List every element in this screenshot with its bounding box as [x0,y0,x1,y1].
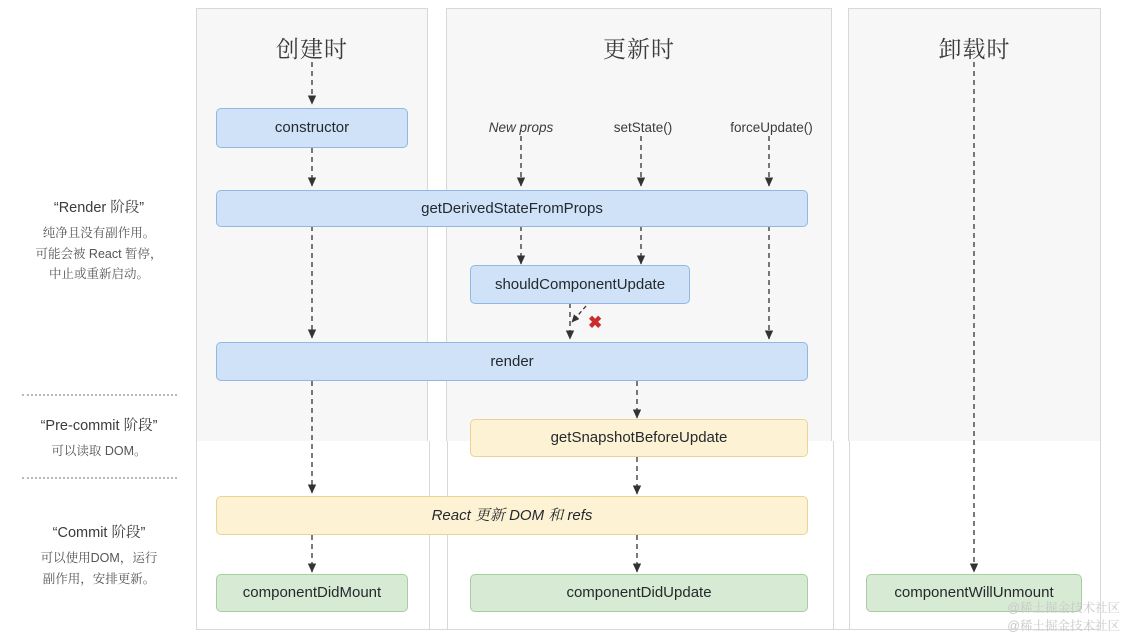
column-title-mount: 创建时 [276,36,348,62]
node-get-snapshot-before-update[interactable]: getSnapshotBeforeUpdate [470,419,808,457]
phase-render-desc-line-1: 纯净且没有副作用。 [42,226,156,240]
trigger-force-update: forceUpdate() [730,120,813,135]
band-divider-1 [429,441,430,629]
phase-commit-desc [10,548,188,589]
node-component-will-unmount[interactable]: componentWillUnmount [866,574,1082,612]
skip-cross-icon: ✖ [588,313,603,332]
band-divider-4 [849,441,850,629]
trigger-new-props: New props [488,120,554,135]
phase-pre-commit [10,414,188,462]
phase-render-title: “Render 阶段” [53,200,145,216]
watermark-line-1: @稀土掘金技术社区 [1007,601,1120,615]
phase-commit [10,521,188,589]
phase-commit-desc-line-2: 副作用，安排更新。 [42,571,156,586]
node-react-updates-dom[interactable]: React 更新 DOM 和 refs [216,496,808,535]
phase-pre-commit-desc-line-1: 可以读取 DOM。 [51,444,147,458]
trigger-set-state: setState() [613,120,673,135]
phase-render [10,196,188,285]
phase-commit-desc-line-1: 可以使用DOM，运行 [40,551,158,565]
node-render[interactable]: render [216,342,808,381]
watermark-line-2: @稀土掘金技术社区 [1007,619,1120,633]
node-constructor[interactable]: constructor [216,108,408,148]
band-divider-2 [447,441,448,629]
column-title-unmount: 卸载时 [938,36,1011,62]
column-title-update: 更新时 [603,36,675,62]
phase-separator-2 [22,477,177,479]
phase-render-desc [10,223,188,285]
phase-separator-1 [22,394,177,396]
phase-render-desc-line-3: 中止或重新启动。 [48,267,149,282]
band-divider-3 [833,441,834,629]
node-get-derived-state-from-props[interactable]: getDerivedStateFromProps [216,190,808,227]
phase-pre-commit-title: “Pre-commit 阶段” [40,418,158,434]
node-should-component-update[interactable]: shouldComponentUpdate [470,265,690,304]
phase-commit-title: “Commit 阶段” [52,525,146,541]
phase-render-desc-line-2: 可能会被 React 暂停， [35,246,163,261]
node-component-did-update[interactable]: componentDidUpdate [470,574,808,612]
node-component-did-mount[interactable]: componentDidMount [216,574,408,612]
phase-pre-commit-desc [10,441,188,462]
